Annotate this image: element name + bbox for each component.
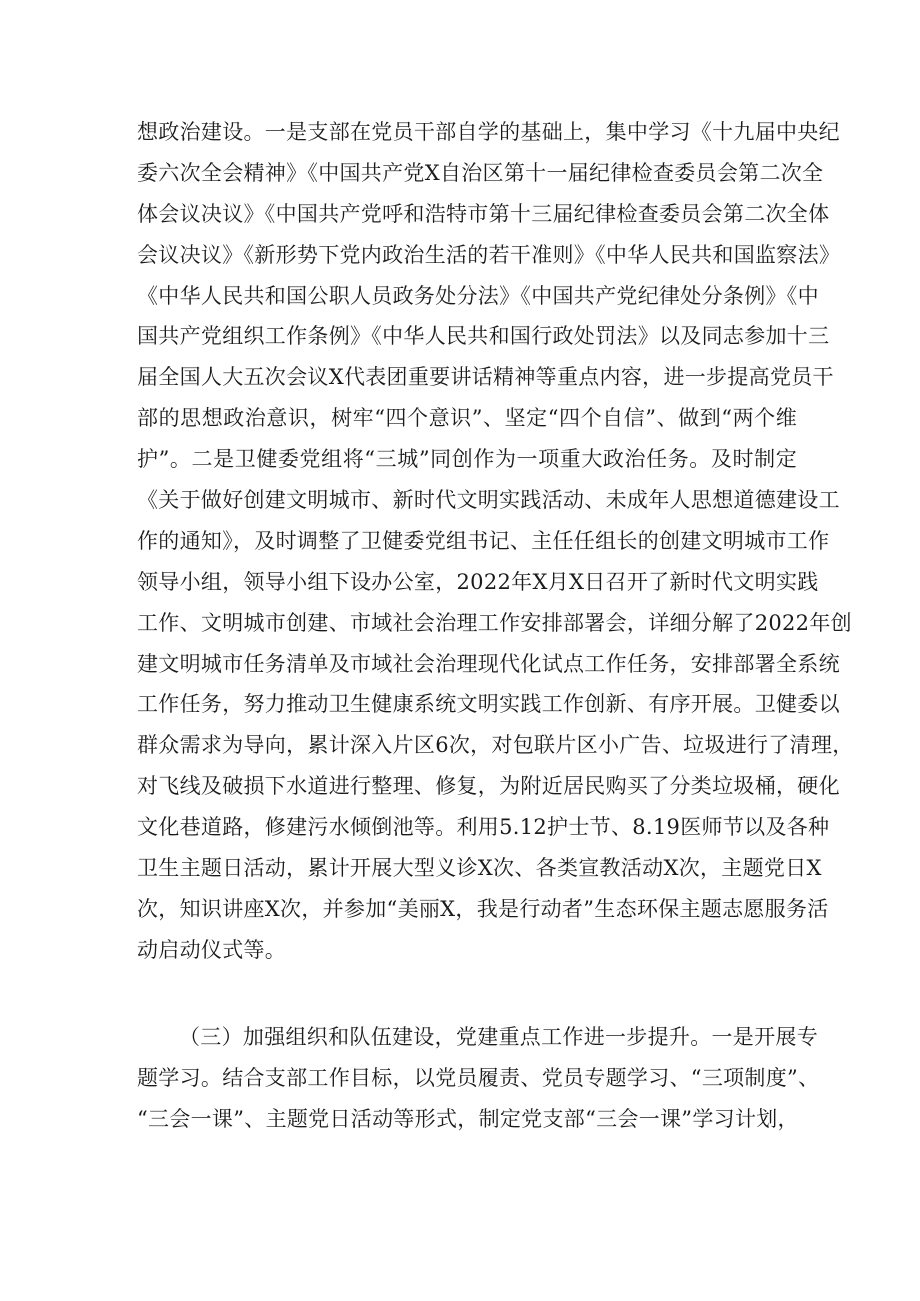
text-line: 国共产党组织工作条例》《中华人民共和国行政处罚法》以及同志参加十三 [137,324,830,349]
paragraph-organization-building [137,1017,820,1140]
text-line: 想政治建设。一是支部在党员干部自学的基础上，集中学习《十九届中央纪 [137,120,840,144]
text-line: 对飞线及破损下水道进行整理、修复，为附近居民购买了分类垃圾桶，硬化 [137,774,840,799]
text-line: 体会议决议》《中国共产党呼和浩特市第十三届纪律检查委员会第二次全体 [137,201,830,226]
text-line: 题学习。结合支部工作目标，以党员履责、党员专题学习、“三项制度”、 [137,1065,820,1090]
text-line: 委六次全会精神》《中国共产党X自治区第十一届纪律检查委员会第二次全 [137,160,824,185]
text-line: 文化巷道路，修建污水倾倒池等。利用5.12护士节、8.19医师节以及各种 [137,815,830,840]
text-line: 卫生主题日活动，累计开展大型义诊X次、各类宣教活动X次，主题党日X [137,856,822,881]
text-line: 会议决议》《新形势下党内政治生活的若干准则》《中华人民共和国监察法》 [137,242,841,267]
text-line: 部的思想政治意识，树牢“四个意识”、坚定“四个自信”、做到“两个维 [137,406,797,431]
text-line: 群众需求为导向，累计深入片区6次，对包联片区小广告、垃圾进行了清理， [137,733,854,758]
text-line: 领导小组，领导小组下设办公室，2022年X月X日召开了新时代文明实践 [137,569,819,594]
text-line: “三会一课”、主题党日活动等形式，制定党支部“三会一课”学习计划， [137,1106,799,1131]
text-line: 《关于做好创建文明城市、新时代文明实践活动、未成年人思想道德建设工 [137,488,840,513]
section-heading-line: （三）加强组织和队伍建设，党建重点工作进一步提升。一是开展专 [179,1025,818,1049]
text-line: 次，知识讲座X次，并参加“美丽X，我是行动者”生态环保主题志愿服务活 [137,896,829,921]
text-line: 工作任务，努力推动卫生健康系统文明实践工作创新、有序开展。卫健委以 [137,692,840,717]
text-line: 工作、文明城市创建、市域社会治理工作安排部署会，详细分解了2022年创 [137,610,852,635]
text-line: 作的通知》，及时调整了卫健委党组书记、主任任组长的创建文明城市工作 [137,528,830,553]
text-line: 届全国人大五次会议X代表团重要讲话精神等重点内容，进一步提高党员干 [137,365,834,390]
text-line: 《中华人民共和国公职人员政务处分法》《中国共产党纪律处分条例》《中 [137,283,819,308]
text-line: 建文明城市任务清单及市域社会治理现代化试点工作任务，安排部署全系统 [137,651,840,676]
paragraph-political-building [137,112,854,971]
text-line: 护”。二是卫健委党组将“三城”同创作为一项重大政治任务。及时制定 [137,447,797,472]
text-line: 动启动仪式等。 [137,937,287,962]
